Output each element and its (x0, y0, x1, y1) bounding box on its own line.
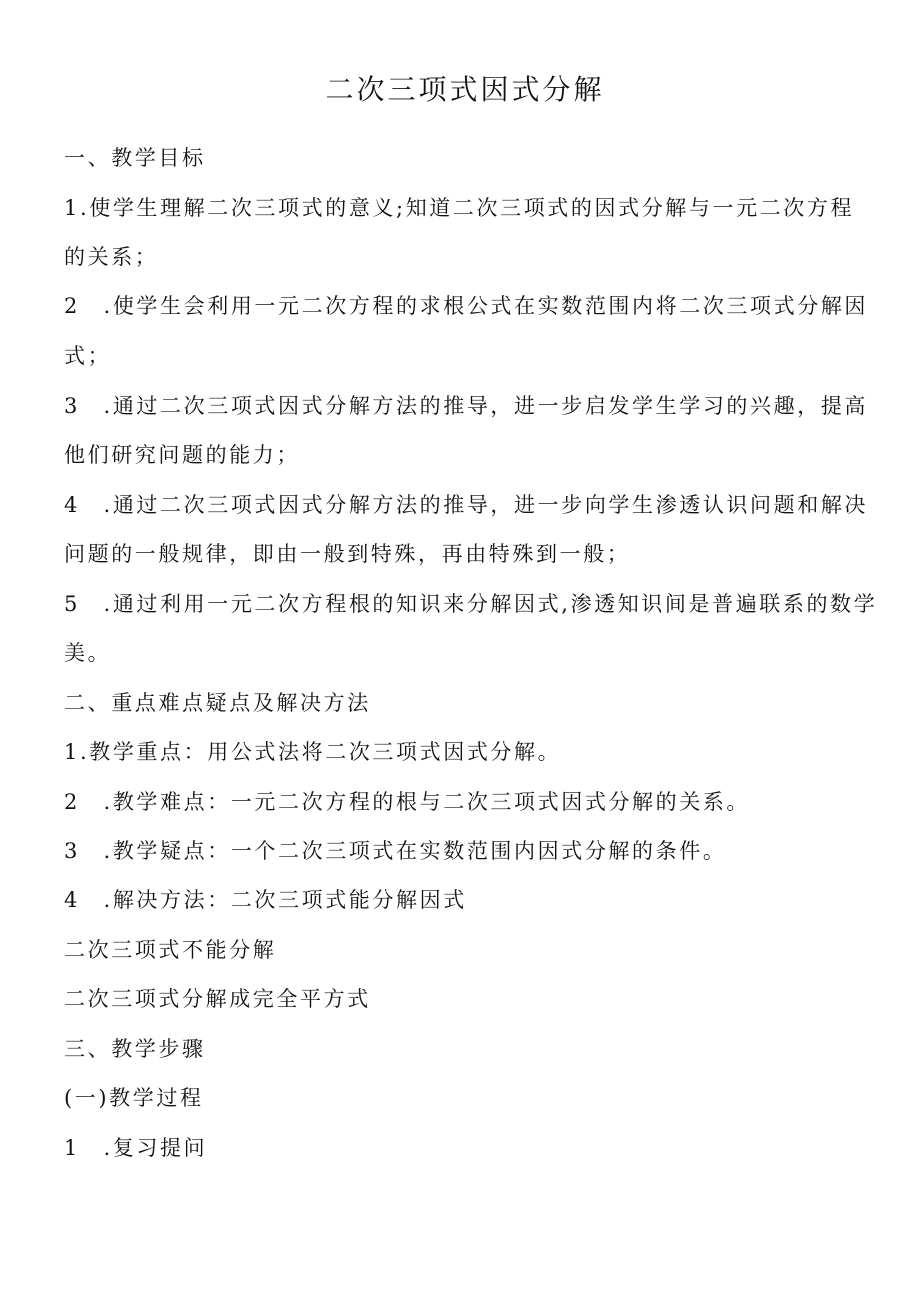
paragraph-line: 2 .教学难点：一元二次方程的根与二次三项式因式分解的关系。 (64, 790, 751, 814)
document-title: 二次三项式因式分解 (325, 73, 605, 106)
paragraph-line: 1 .复习提问 (64, 1136, 208, 1160)
section-heading-objectives: 一、教学目标 (64, 146, 206, 170)
paragraph-line: 3 .通过二次三项式因式分解方法的推导，进一步启发学生学习的兴趣，提高 (64, 394, 869, 418)
paragraph-line: 式； (64, 344, 112, 368)
paragraph-line: 5 .通过利用一元二次方程根的知识来分解因式,渗透知识间是普遍联系的数学 (64, 592, 878, 616)
subsection-heading: (一)教学过程 (64, 1086, 204, 1110)
paragraph-line: 问题的一般规律，即由一般到特殊，再由特殊到一般； (64, 542, 631, 566)
paragraph-line: 4 .解决方法：二次三项式能分解因式 (64, 888, 467, 912)
section-heading-steps: 三、教学步骤 (64, 1037, 206, 1061)
paragraph-line: 2 .使学生会利用一元二次方程的求根公式在实数范围内将二次三项式分解因 (64, 294, 869, 318)
section-heading-key-points: 二、重点难点疑点及解决方法 (64, 691, 371, 715)
paragraph-line: 的关系； (64, 245, 159, 269)
paragraph-line: 1.教学重点：用公式法将二次三项式因式分解。 (64, 740, 562, 764)
paragraph-line: 他们研究问题的能力； (64, 443, 300, 467)
paragraph-line: 二次三项式不能分解 (64, 938, 277, 962)
paragraph-line: 美。 (64, 641, 112, 665)
paragraph-line: 4 .通过二次三项式因式分解方法的推导，进一步向学生渗透认识问题和解决 (64, 493, 869, 517)
paragraph-line: 二次三项式分解成完全平方式 (64, 987, 371, 1011)
paragraph-line: 3 .教学疑点：一个二次三项式在实数范围内因式分解的条件。 (64, 839, 727, 863)
paragraph-line: 1.使学生理解二次三项式的意义;知道二次三项式的因式分解与一元二次方程 (64, 196, 855, 220)
